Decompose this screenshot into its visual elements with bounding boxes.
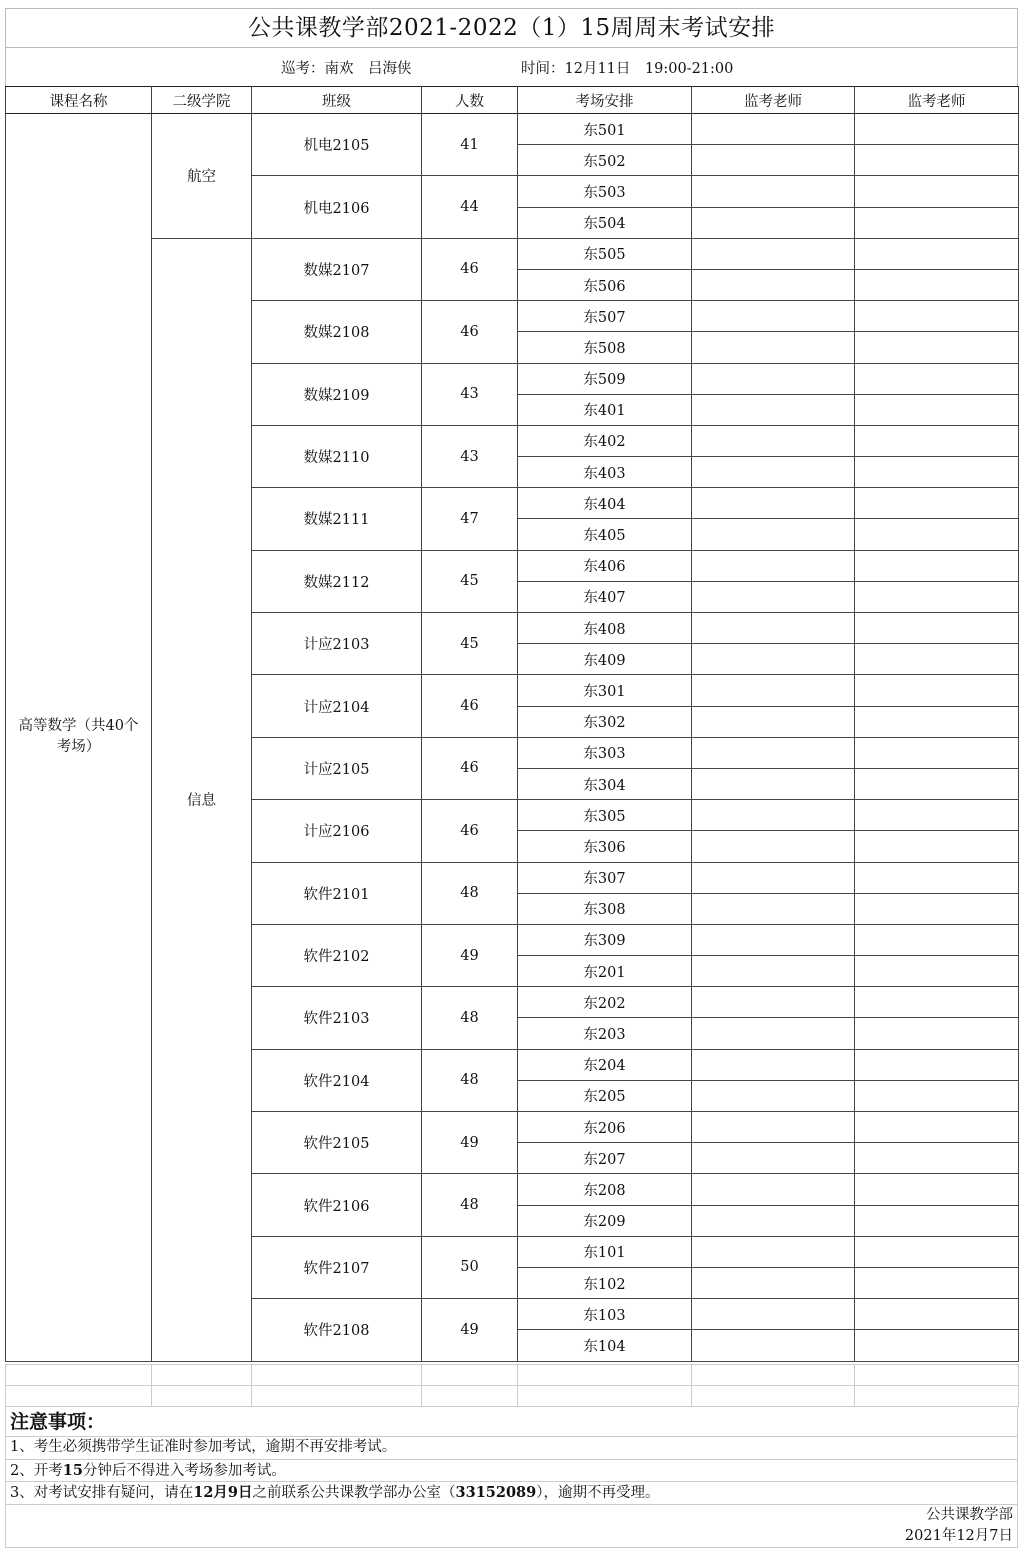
student-count: 46 [422, 800, 518, 862]
proctor-cell-1[interactable] [692, 706, 855, 737]
proctor-cell-2[interactable] [855, 737, 1019, 768]
proctor-cell-1[interactable] [692, 924, 855, 955]
proctor-cell-1[interactable] [692, 675, 855, 706]
exam-room: 东407 [518, 581, 692, 612]
proctor-cell-2[interactable] [855, 862, 1019, 893]
student-count: 45 [422, 613, 518, 675]
proctor-cell-2[interactable] [855, 176, 1019, 207]
proctor-cell-2[interactable] [855, 613, 1019, 644]
class-name: 计应2103 [252, 613, 422, 675]
exam-room: 东101 [518, 1236, 692, 1267]
student-count: 47 [422, 488, 518, 550]
student-count: 49 [422, 1112, 518, 1174]
proctor-cell-2[interactable] [855, 332, 1019, 363]
student-count: 45 [422, 550, 518, 612]
exam-room: 东301 [518, 675, 692, 706]
exam-room: 东306 [518, 831, 692, 862]
proctor-cell-2[interactable] [855, 800, 1019, 831]
student-count: 48 [422, 1174, 518, 1236]
exam-room: 东104 [518, 1330, 692, 1361]
student-count: 44 [422, 176, 518, 238]
class-name: 软件2102 [252, 924, 422, 986]
proctor-cell-2[interactable] [855, 675, 1019, 706]
exam-room: 东402 [518, 425, 692, 456]
proctor-cell-1[interactable] [692, 644, 855, 675]
proctor-cell-2[interactable] [855, 301, 1019, 332]
proctor-cell-1[interactable] [692, 800, 855, 831]
proctor-cell-1[interactable] [692, 488, 855, 519]
college-name: 航空 [152, 114, 252, 239]
header-proctor-2: 监考老师 [855, 87, 1019, 114]
exam-room: 东502 [518, 145, 692, 176]
student-count: 49 [422, 1299, 518, 1361]
proctor-cell-1[interactable] [692, 1236, 855, 1267]
exam-room: 东408 [518, 613, 692, 644]
proctor-cell-2[interactable] [855, 644, 1019, 675]
exam-room: 东203 [518, 1018, 692, 1049]
proctor-cell-1[interactable] [692, 425, 855, 456]
proctor-cell-1[interactable] [692, 1174, 855, 1205]
page-title: 公共课教学部2021-2022（1）15周周末考试安排 [5, 8, 1018, 47]
proctor-cell-2[interactable] [855, 581, 1019, 612]
header-row [6, 87, 1019, 114]
table-row [6, 238, 1019, 269]
student-count: 43 [422, 363, 518, 425]
class-name: 数媒2108 [252, 301, 422, 363]
proctor-cell-1[interactable] [692, 768, 855, 799]
subheader [5, 47, 1018, 86]
class-name: 软件2104 [252, 1049, 422, 1111]
exam-room: 东103 [518, 1299, 692, 1330]
exam-room: 东303 [518, 737, 692, 768]
proctor-cell-2[interactable] [855, 550, 1019, 581]
proctor-cell-2[interactable] [855, 488, 1019, 519]
exam-room: 东202 [518, 987, 692, 1018]
proctor-cell-2[interactable] [855, 768, 1019, 799]
proctor-cell-1[interactable] [692, 145, 855, 176]
proctor-cell-1[interactable] [692, 363, 855, 394]
note-item-2: 2、开考15分钟后不得进入考场参加考试。 [5, 1459, 1018, 1482]
proctor-cell-2[interactable] [855, 831, 1019, 862]
note-item-1: 1、考生必须携带学生证准时参加考试，逾期不再安排考试。 [5, 1436, 1018, 1459]
proctor-cell-2[interactable] [855, 1299, 1019, 1330]
proctor-cell-2[interactable] [855, 394, 1019, 425]
class-name: 数媒2110 [252, 425, 422, 487]
proctor-cell-2[interactable] [855, 1018, 1019, 1049]
proctor-cell-2[interactable] [855, 987, 1019, 1018]
proctor-cell-2[interactable] [855, 924, 1019, 955]
proctor-cell-1[interactable] [692, 394, 855, 425]
class-name: 数媒2111 [252, 488, 422, 550]
class-name: 软件2101 [252, 862, 422, 924]
exam-room: 东201 [518, 956, 692, 987]
proctor-cell-1[interactable] [692, 457, 855, 488]
class-name: 数媒2107 [252, 238, 422, 300]
proctor-cell-1[interactable] [692, 862, 855, 893]
proctor-cell-1[interactable] [692, 1112, 855, 1143]
exam-room: 东409 [518, 644, 692, 675]
header-college: 二级学院 [152, 87, 252, 114]
student-count: 46 [422, 675, 518, 737]
proctor-cell-2[interactable] [855, 519, 1019, 550]
exam-room: 东304 [518, 768, 692, 799]
proctor-cell-1[interactable] [692, 332, 855, 363]
proctor-cell-1[interactable] [692, 176, 855, 207]
proctor-cell-1[interactable] [692, 987, 855, 1018]
table-row [6, 114, 1019, 145]
proctor-cell-2[interactable] [855, 363, 1019, 394]
proctor-cell-2[interactable] [855, 1049, 1019, 1080]
proctor-cell-2[interactable] [855, 1330, 1019, 1361]
exam-room: 东501 [518, 114, 692, 145]
proctor-cell-2[interactable] [855, 1112, 1019, 1143]
header-course: 课程名称 [6, 87, 152, 114]
proctor-cell-1[interactable] [692, 1267, 855, 1298]
proctor-cell-2[interactable] [855, 1236, 1019, 1267]
time-info: 时间：12月11日 19:00-21:00 [521, 61, 734, 77]
blank-rows [5, 1364, 1019, 1407]
exam-room: 东205 [518, 1080, 692, 1111]
exam-room: 东207 [518, 1143, 692, 1174]
proctor-cell-1[interactable] [692, 1299, 855, 1330]
patrol-info: 巡考：南欢 吕海侠 [281, 61, 412, 77]
proctor-cell-1[interactable] [692, 269, 855, 300]
exam-room: 东507 [518, 301, 692, 332]
exam-room: 东504 [518, 207, 692, 238]
exam-room: 东309 [518, 924, 692, 955]
class-name: 软件2107 [252, 1236, 422, 1298]
proctor-cell-1[interactable] [692, 581, 855, 612]
exam-room: 东404 [518, 488, 692, 519]
schedule-table [5, 86, 1019, 1362]
student-count: 46 [422, 301, 518, 363]
exam-room: 东308 [518, 893, 692, 924]
note-item-3: 3、对考试安排有疑问，请在12月9日之前联系公共课教学部办公室（33152089），逾期不再受理。 [5, 1481, 1018, 1504]
proctor-cell-1[interactable] [692, 550, 855, 581]
class-name: 软件2106 [252, 1174, 422, 1236]
proctor-cell-1[interactable] [692, 613, 855, 644]
proctor-cell-1[interactable] [692, 1205, 855, 1236]
proctor-cell-1[interactable] [692, 1018, 855, 1049]
proctor-cell-1[interactable] [692, 114, 855, 145]
exam-room: 东307 [518, 862, 692, 893]
proctor-cell-1[interactable] [692, 1330, 855, 1361]
proctor-cell-1[interactable] [692, 1080, 855, 1111]
exam-room: 东506 [518, 269, 692, 300]
student-count: 48 [422, 862, 518, 924]
proctor-cell-2[interactable] [855, 1143, 1019, 1174]
proctor-cell-2[interactable] [855, 1080, 1019, 1111]
proctor-cell-1[interactable] [692, 1049, 855, 1080]
class-name: 计应2105 [252, 737, 422, 799]
proctor-cell-2[interactable] [855, 269, 1019, 300]
header-class: 班级 [252, 87, 422, 114]
proctor-cell-1[interactable] [692, 956, 855, 987]
class-name: 机电2106 [252, 176, 422, 238]
header-room: 考场安排 [518, 87, 692, 114]
student-count: 48 [422, 987, 518, 1049]
exam-room: 东102 [518, 1267, 692, 1298]
exam-room: 东302 [518, 706, 692, 737]
proctor-cell-2[interactable] [855, 207, 1019, 238]
header-proctor-1: 监考老师 [692, 87, 855, 114]
proctor-cell-2[interactable] [855, 145, 1019, 176]
notes-section [5, 1406, 1018, 1548]
class-name: 软件2108 [252, 1299, 422, 1361]
proctor-cell-2[interactable] [855, 893, 1019, 924]
proctor-cell-2[interactable] [855, 1174, 1019, 1205]
student-count: 41 [422, 114, 518, 176]
proctor-cell-2[interactable] [855, 114, 1019, 145]
class-name: 机电2105 [252, 114, 422, 176]
exam-room: 东305 [518, 800, 692, 831]
header-count: 人数 [422, 87, 518, 114]
proctor-cell-1[interactable] [692, 831, 855, 862]
proctor-cell-1[interactable] [692, 893, 855, 924]
signature-dept: 公共课教学部 [5, 1504, 1018, 1526]
proctor-cell-1[interactable] [692, 737, 855, 768]
course-name: 高等数学（共40个考场） [6, 114, 152, 1362]
exam-room: 东401 [518, 394, 692, 425]
exam-room: 东503 [518, 176, 692, 207]
exam-room: 东405 [518, 519, 692, 550]
exam-room: 东206 [518, 1112, 692, 1143]
exam-room: 东204 [518, 1049, 692, 1080]
class-name: 数媒2109 [252, 363, 422, 425]
class-name: 数媒2112 [252, 550, 422, 612]
proctor-cell-1[interactable] [692, 238, 855, 269]
class-name: 计应2106 [252, 800, 422, 862]
exam-room: 东508 [518, 332, 692, 363]
student-count: 46 [422, 737, 518, 799]
class-name: 软件2103 [252, 987, 422, 1049]
student-count: 49 [422, 924, 518, 986]
student-count: 43 [422, 425, 518, 487]
class-name: 计应2104 [252, 675, 422, 737]
proctor-cell-2[interactable] [855, 956, 1019, 987]
proctor-cell-1[interactable] [692, 1143, 855, 1174]
proctor-cell-2[interactable] [855, 1205, 1019, 1236]
proctor-cell-2[interactable] [855, 706, 1019, 737]
proctor-cell-2[interactable] [855, 1267, 1019, 1298]
signature-date: 2021年12月7日 [5, 1526, 1018, 1548]
proctor-cell-1[interactable] [692, 301, 855, 332]
college-name: 信息 [152, 238, 252, 1361]
exam-room: 东209 [518, 1205, 692, 1236]
class-name: 软件2105 [252, 1112, 422, 1174]
proctor-cell-1[interactable] [692, 207, 855, 238]
proctor-cell-2[interactable] [855, 425, 1019, 456]
proctor-cell-2[interactable] [855, 457, 1019, 488]
exam-room: 东509 [518, 363, 692, 394]
student-count: 46 [422, 238, 518, 300]
notes-heading: 注意事项： [5, 1406, 1018, 1436]
exam-room: 东208 [518, 1174, 692, 1205]
exam-schedule-sheet [5, 8, 1018, 1362]
exam-room: 东403 [518, 457, 692, 488]
proctor-cell-1[interactable] [692, 519, 855, 550]
exam-room: 东505 [518, 238, 692, 269]
student-count: 50 [422, 1236, 518, 1298]
proctor-cell-2[interactable] [855, 238, 1019, 269]
exam-room: 东406 [518, 550, 692, 581]
student-count: 48 [422, 1049, 518, 1111]
